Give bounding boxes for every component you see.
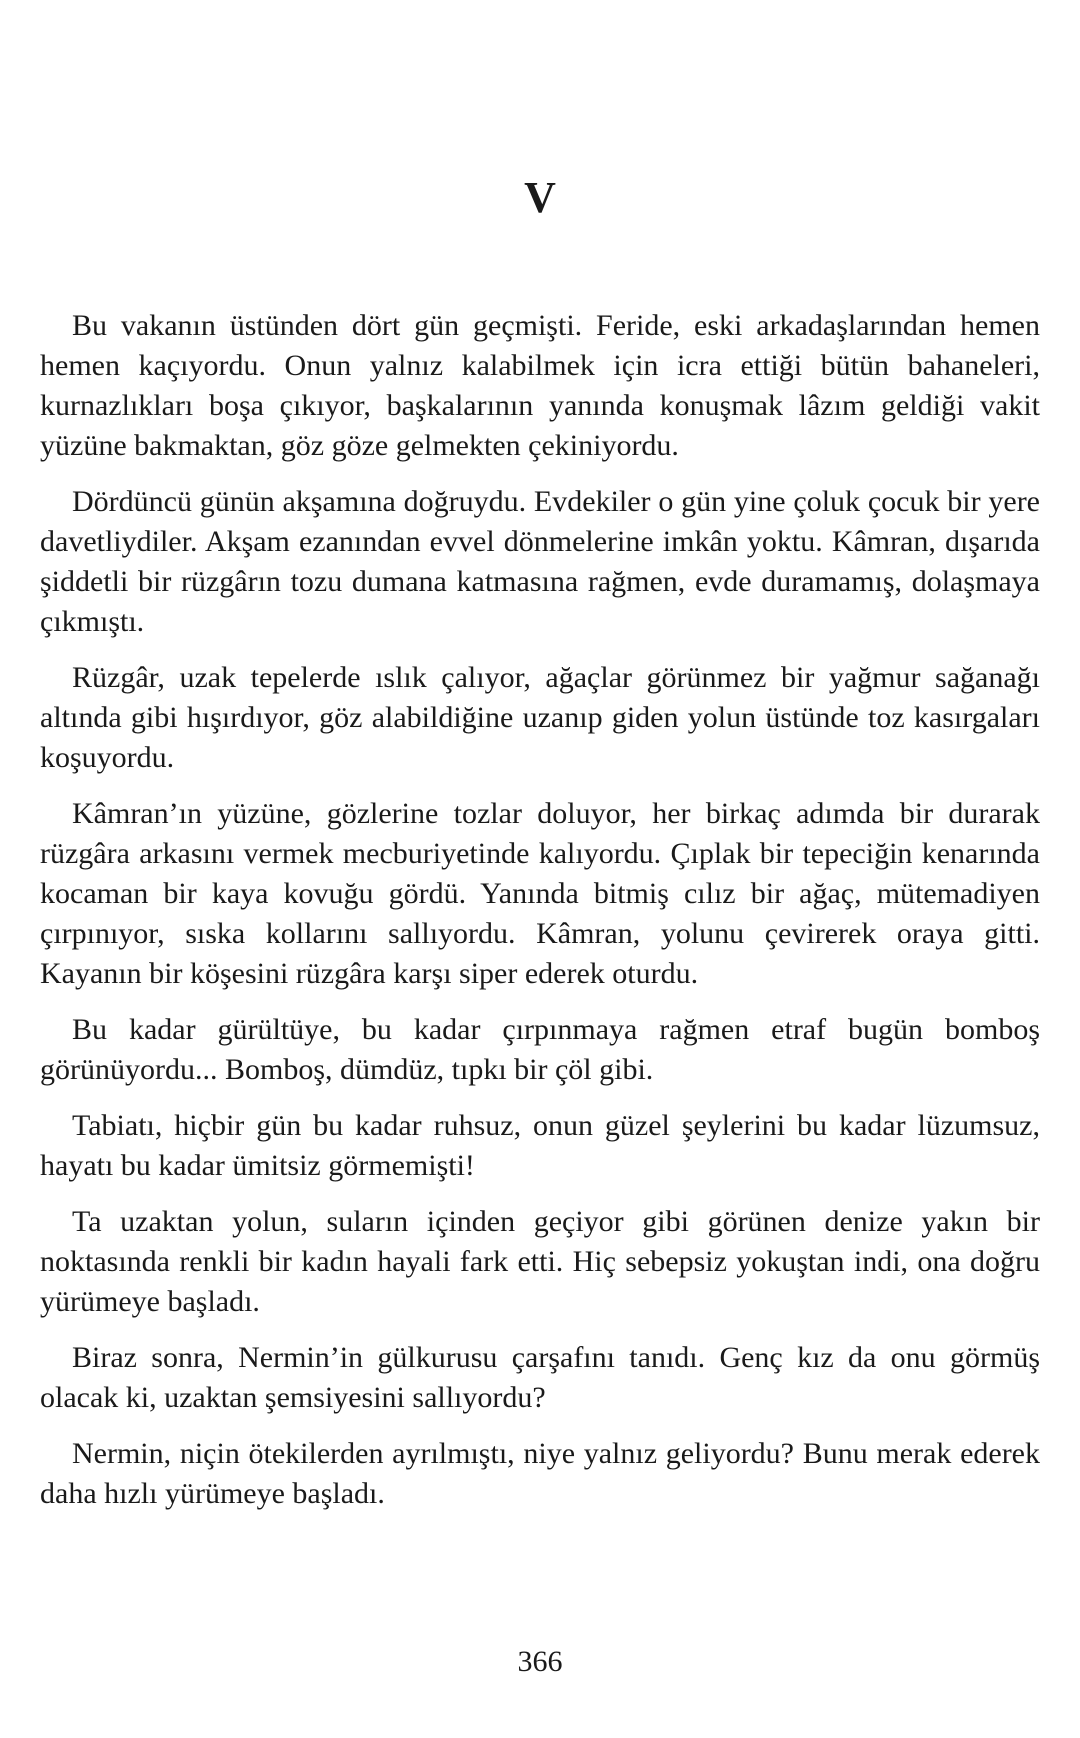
paragraph-9: Nermin, niçin ötekilerden ayrılmıştı, niye yalnız geliyordu? Bunu merak ederek daha hızlı yürümeye başladı. — [40, 1437, 1040, 1510]
page-number: 366 — [517, 1645, 563, 1678]
paragraph-1: Bu vakanın üstünden dört gün geçmişti. Feride, eski arkadaşlarından hemen hemen kaçıyordu. Onun yalnız kalabilmek için icra ettiği bütün bahaneleri, kurnazlıkları boşa çıkıyor, başkalarının yanında konuşmak lâzım geldiği vakit yüzüne bakmaktan, göz göze gelmekten çekiniyordu. — [40, 309, 1040, 462]
paragraph-7: Ta uzaktan yolun, suların içinden geçiyor gibi görünen denize yakın bir noktasında renkli bir kadın hayali fark etti. Hiç sebepsiz yokuştan indi, ona doğru yürümeye başladı. — [40, 1205, 1040, 1318]
paragraph-2: Dördüncü günün akşamına doğruydu. Evdekiler o gün yine çoluk çocuk bir yere davetliydiler. Akşam ezanından evvel dönmelerine imkân yoktu. Kâmran, dışarıda şiddetli bir rüzgârın tozu dumana katmasına rağmen, evde duramamış, dolaşmaya çıkmıştı. — [40, 485, 1040, 638]
paragraph-4: Kâmran’ın yüzüne, gözlerine tozlar doluyor, her birkaç adımda bir durarak rüzgâra arkasını vermek mecburiyetinde kalıyordu. Çıplak bir tepeciğin kenarında kocaman bir kaya kovuğu gördü. Yanında bitmiş cılız bir ağaç, mütemadiyen çırpınıyor, sıska kollarını sallıyordu. Kâmran, yolunu çevirerek oraya gitti. Kayanın bir köşesini rüzgâra karşı siper ederek oturdu. — [40, 797, 1040, 990]
paragraph-8: Biraz sonra, Nermin’in gülkurusu çarşafını tanıdı. Genç kız da onu görmüş olacak ki, uzaktan şemsiyesini sallıyordu? — [40, 1341, 1040, 1414]
paragraph-3: Rüzgâr, uzak tepelerde ıslık çalıyor, ağaçlar görünmez bir yağmur sağanağı altında gibi hışırdıyor, göz alabildiğine uzanıp giden yolun üstünde toz kasırgaları koşuyordu. — [40, 661, 1040, 774]
chapter-title: V — [524, 173, 556, 222]
chapter-body — [40, 306, 1040, 1530]
paragraph-6: Tabiatı, hiçbir gün bu kadar ruhsuz, onun güzel şeylerini bu kadar lüzumsuz, hayatı bu kadar ümitsiz görmemişti! — [40, 1109, 1040, 1182]
paragraph-5: Bu kadar gürültüye, bu kadar çırpınmaya rağmen etraf bugün bomboş görünüyordu... Bomboş, dümdüz, tıpkı bir çöl gibi. — [40, 1013, 1040, 1086]
